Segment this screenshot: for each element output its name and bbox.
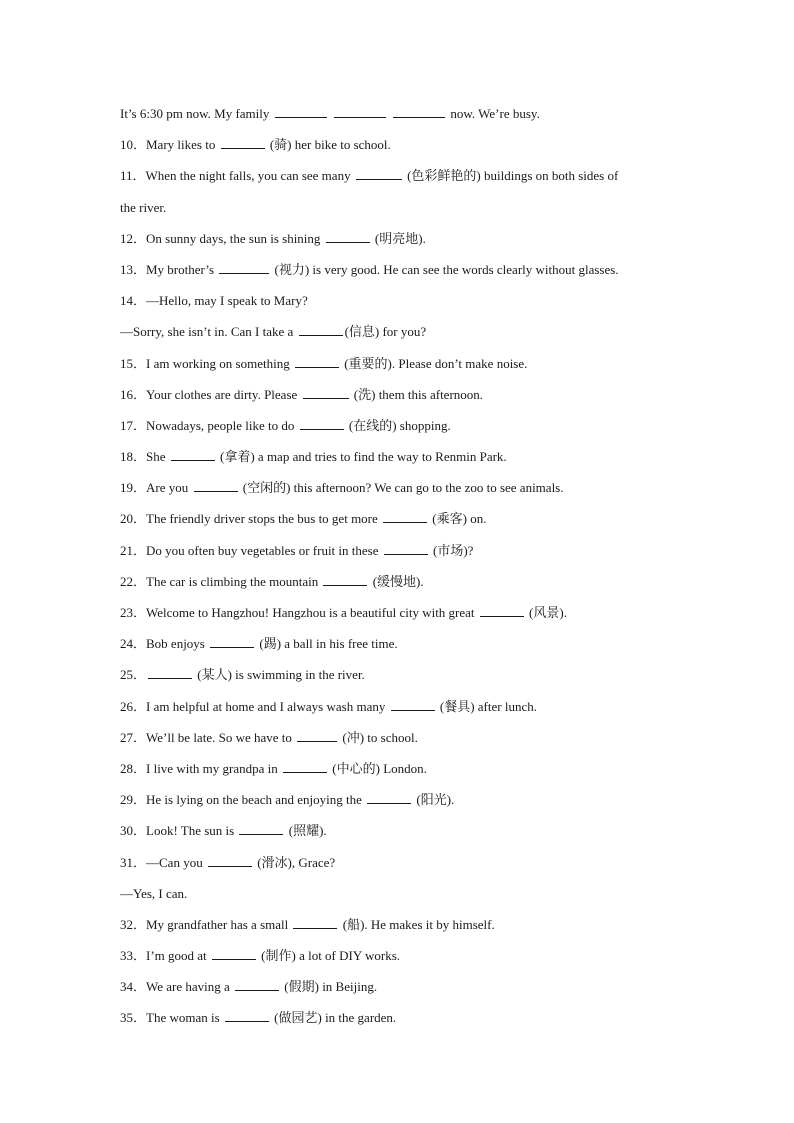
question-line: [120, 940, 680, 971]
question-line: [120, 1002, 680, 1033]
question-text: 18．She: [120, 449, 169, 465]
answer-blank[interactable]: [303, 388, 349, 399]
question-line: [120, 160, 680, 191]
question-text: 30．Look! The sun is: [120, 823, 238, 839]
question-text: (重要的). Please don’t make noise.: [340, 355, 528, 371]
question-text: 21．Do you often buy vegetables or fruit in these: [120, 542, 382, 558]
question-line: [120, 223, 680, 254]
answer-blank[interactable]: [383, 512, 427, 523]
answer-blank[interactable]: [212, 949, 256, 960]
answer-blank[interactable]: [334, 107, 386, 118]
answer-blank[interactable]: [235, 980, 279, 991]
question-text: (市场)?: [429, 542, 474, 558]
question-line: [120, 192, 680, 223]
answer-blank[interactable]: [221, 138, 265, 149]
question-text: 26．I am helpful at home and I always wash many: [120, 698, 389, 714]
question-text: (船). He makes it by himself.: [339, 916, 495, 932]
answer-blank[interactable]: [480, 606, 524, 617]
question-line: [120, 753, 680, 784]
question-text: —Yes, I can.: [120, 885, 188, 901]
question-text: (信息) for you?: [344, 324, 427, 340]
question-line: [120, 129, 680, 160]
question-text: It’s 6:30 pm now. My family: [120, 106, 273, 121]
question-text: 29．He is lying on the beach and enjoying the: [120, 792, 366, 808]
question-text: 28．I live with my grandpa in: [120, 760, 282, 776]
question-text: now. We’re busy.: [447, 106, 540, 121]
question-text: 31．—Can you: [120, 854, 206, 870]
question-text: (在线的) shopping.: [345, 417, 451, 433]
answer-blank[interactable]: [293, 918, 337, 929]
answer-blank[interactable]: [323, 575, 367, 586]
question-line: [120, 348, 680, 379]
question-line: [120, 784, 680, 815]
question-line: [120, 628, 680, 659]
answer-blank[interactable]: [225, 1011, 269, 1022]
answer-blank[interactable]: [171, 450, 215, 461]
answer-blank[interactable]: [297, 731, 337, 742]
answer-blank[interactable]: [194, 481, 238, 492]
question-text: 25．: [120, 667, 147, 683]
answer-blank[interactable]: [295, 357, 339, 368]
question-text: the river.: [120, 199, 167, 215]
question-text: (洗) them this afternoon.: [350, 386, 484, 402]
question-line: [120, 285, 680, 316]
question-text: [388, 106, 391, 121]
question-text: 15．I am working on something: [120, 355, 293, 371]
question-line: [120, 472, 680, 503]
answer-blank[interactable]: [367, 793, 411, 804]
question-text: 35．The woman is: [120, 1010, 223, 1026]
question-line: [120, 722, 680, 753]
question-text: 13．My brother’s: [120, 261, 218, 277]
question-text: (风景).: [525, 605, 567, 620]
answer-blank[interactable]: [299, 325, 343, 336]
answer-blank[interactable]: [384, 544, 428, 555]
answer-blank[interactable]: [275, 107, 327, 118]
question-text: (色彩鲜艳的) buildings on both sides of: [403, 168, 619, 184]
question-text: (照耀).: [285, 823, 327, 839]
question-line: [120, 98, 680, 129]
answer-blank[interactable]: [356, 169, 402, 180]
question-line: [120, 815, 680, 846]
answer-blank[interactable]: [219, 263, 269, 274]
question-line: [120, 441, 680, 472]
question-line: [120, 566, 680, 597]
question-line: [120, 503, 680, 534]
question-text: (某人) is swimming in the river.: [194, 667, 365, 683]
question-line: [120, 535, 680, 566]
question-line: [120, 691, 680, 722]
question-text: (视力) is very good. He can see the words clearly without glasses.: [271, 261, 619, 277]
question-text: (假期) in Beijing.: [281, 979, 378, 995]
question-text: [329, 106, 332, 121]
question-text: 32．My grandfather has a small: [120, 916, 292, 932]
question-text: (明亮地).: [371, 230, 426, 246]
question-line: [120, 659, 680, 690]
question-text: (阳光).: [413, 792, 455, 808]
question-line: [120, 909, 680, 940]
answer-blank[interactable]: [326, 232, 370, 243]
question-text: (乘客) on.: [429, 511, 487, 527]
question-text: (中心的) London.: [329, 760, 427, 776]
question-text: 11．When the night falls, you can see many: [120, 168, 354, 184]
question-text: (骑) her bike to school.: [266, 137, 391, 153]
question-text: 12．On sunny days, the sun is shining: [120, 230, 324, 246]
question-text: (滑冰), Grace?: [253, 854, 336, 870]
question-line: [120, 379, 680, 410]
question-text: 24．Bob enjoys: [120, 636, 209, 652]
answer-blank[interactable]: [208, 856, 252, 867]
question-line: [120, 597, 680, 628]
question-text: —Sorry, she isn’t in. Can I take a: [120, 324, 297, 340]
question-text: (制作) a lot of DIY works.: [257, 948, 401, 964]
question-text: 34．We are having a: [120, 979, 234, 995]
question-text: (拿着) a map and tries to find the way to Renmin Park.: [216, 449, 507, 465]
question-line: [120, 254, 680, 285]
question-text: 19．Are you: [120, 480, 192, 496]
question-text: 16．Your clothes are dirty. Please: [120, 386, 301, 402]
question-text: (缓慢地).: [369, 573, 424, 589]
question-text: (冲) to school.: [339, 729, 418, 745]
question-text: 14．—Hello, may I speak to Mary?: [120, 293, 308, 309]
question-text: (空闲的) this afternoon? We can go to the zoo to see animals.: [239, 480, 564, 496]
question-text: 17．Nowadays, people like to do: [120, 417, 298, 433]
question-line: [120, 878, 680, 909]
answer-blank[interactable]: [283, 762, 327, 773]
question-line: [120, 847, 680, 878]
question-text: (餐具) after lunch.: [436, 698, 537, 714]
answer-blank[interactable]: [210, 637, 254, 648]
answer-blank[interactable]: [393, 107, 445, 118]
answer-blank[interactable]: [148, 668, 192, 679]
question-text: 22．The car is climbing the mountain: [120, 573, 322, 589]
question-text: (踢) a ball in his free time.: [256, 636, 398, 652]
answer-blank[interactable]: [300, 419, 344, 430]
answer-blank[interactable]: [391, 700, 435, 711]
question-line: [120, 410, 680, 441]
question-line: [120, 316, 680, 347]
question-text: 27．We’ll be late. So we have to: [120, 729, 296, 745]
question-text: 33．I’m good at: [120, 948, 210, 964]
question-text: 20．The friendly driver stops the bus to get more: [120, 511, 382, 527]
question-text: 23．Welcome to Hangzhou! Hangzhou is a beautiful city with great: [120, 605, 478, 620]
question-text: (做园艺) in the garden.: [270, 1010, 397, 1026]
answer-blank[interactable]: [239, 824, 283, 835]
question-line: [120, 971, 680, 1002]
question-text: 10．Mary likes to: [120, 137, 219, 153]
worksheet: [120, 98, 680, 1034]
